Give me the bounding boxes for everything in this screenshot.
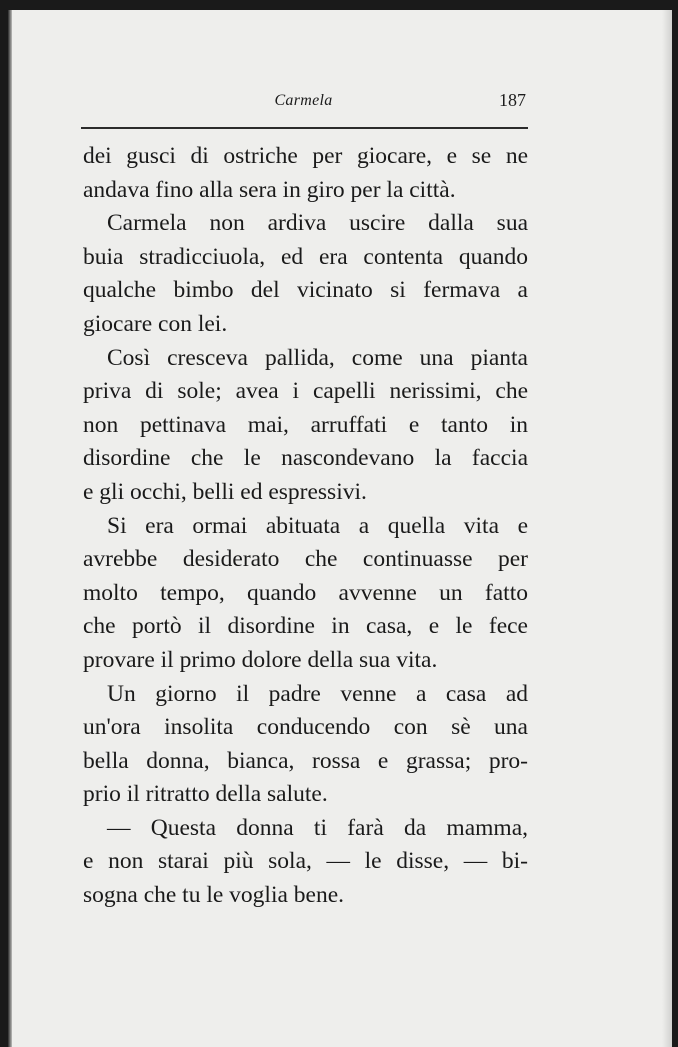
text-line: avrebbe desiderato che continuasse per — [83, 546, 528, 573]
text-line: Si era ormai abituata a quella vita e — [107, 512, 528, 539]
text-line: un'ora insolita conducendo con sè una — [83, 714, 528, 741]
text-line: buia stradicciuola, ed era contenta quando — [83, 243, 528, 270]
body-text — [83, 140, 528, 913]
text-line: qualche bimbo del vicinato si fermava a — [83, 277, 528, 304]
text-line: bella donna, bianca, rossa e grassa; pro- — [83, 747, 528, 774]
text-line: Un giorno il padre venne a casa ad — [107, 680, 528, 707]
text-line: provare il primo dolore della sua vita. — [83, 646, 438, 673]
text-line: e non starai più sola, — le disse, — bi- — [83, 848, 528, 875]
page-edge-shadow — [662, 10, 672, 1047]
text-line: priva di sole; avea i capelli nerissimi, che — [83, 378, 528, 405]
text-line: molto tempo, quando avvenne un fatto — [83, 579, 528, 606]
text-line: prio il ritratto della salute. — [83, 781, 328, 808]
text-line: andava fino alla sera in giro per la città. — [83, 176, 456, 203]
running-title: Carmela — [274, 92, 333, 109]
text-line: — Questa donna ti farà da mamma, — [107, 814, 528, 841]
text-line: non pettinava mai, arruffati e tanto in — [83, 411, 528, 438]
page-number: 187 — [499, 90, 526, 110]
book-page — [8, 10, 672, 1047]
text-line: che portò il disordine in casa, e le fece — [83, 613, 528, 640]
text-line: dei gusci di ostriche per giocare, e se ne — [83, 143, 528, 169]
text-line: giocare con lei. — [83, 310, 228, 337]
text-line: e gli occhi, belli ed espressivi. — [83, 478, 367, 505]
text-line: Così cresceva pallida, come una pianta — [107, 344, 528, 371]
header-rule — [81, 127, 528, 129]
running-head — [81, 90, 526, 116]
text-line: disordine che le nascondevano la faccia — [83, 445, 528, 472]
page-spine-shadow — [8, 10, 12, 1047]
text-line: sogna che tu le voglia bene. — [83, 882, 345, 909]
text-line: Carmela non ardiva uscire dalla sua — [107, 210, 528, 237]
